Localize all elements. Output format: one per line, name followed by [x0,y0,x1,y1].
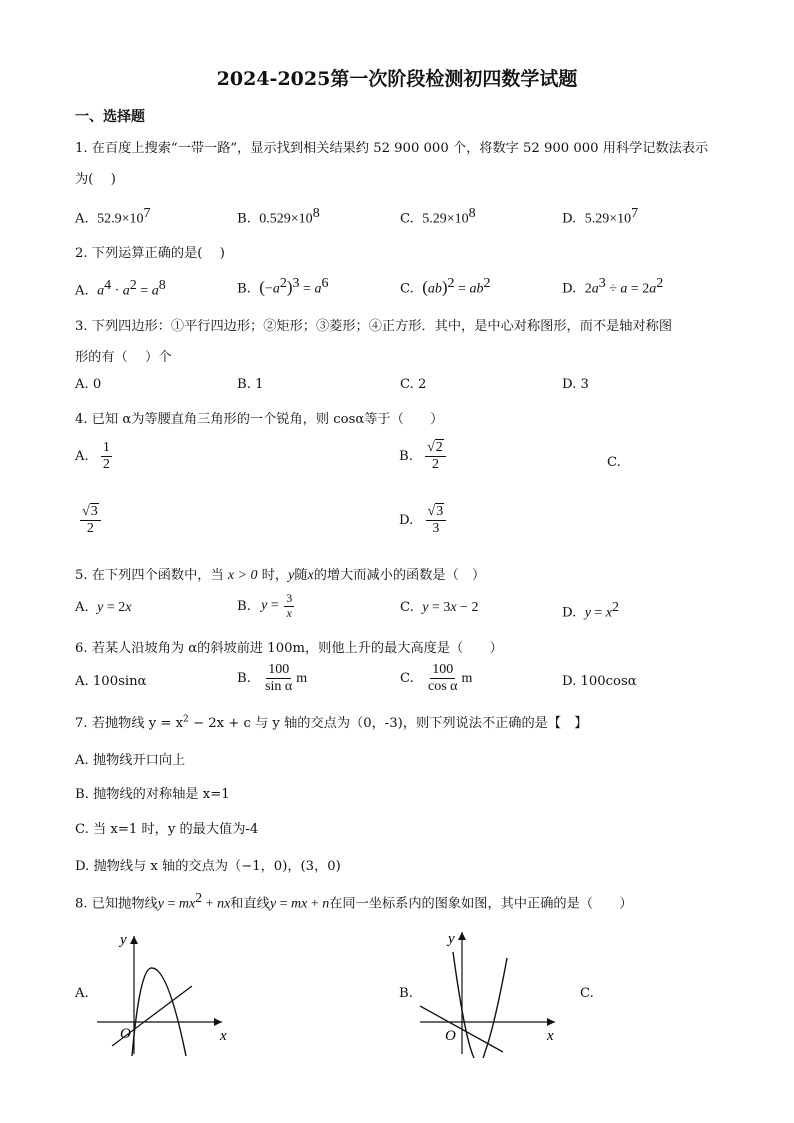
question-3-option-b[interactable]: B. 1 [237,377,264,392]
question-4-stem: 4. 已知 α为等腰直角三角形的一个锐角，则 cosα等于（ ） [75,412,444,427]
question-5-option-a[interactable]: A. y = 2x [75,600,132,615]
parabola [453,952,507,1058]
question-6-option-a[interactable]: A. 100sinα [75,674,147,689]
question-4-option-c-label[interactable]: C. [607,455,621,470]
parabola [132,968,186,1056]
question-7-option-d[interactable]: D. 抛物线与 x 轴的交点为（−1，0)，(3，0) [75,859,341,874]
question-2-option-a[interactable]: A. $a^4 \cdot a^2 = a^8$ [75,278,166,299]
y-axis-arrow [130,936,138,944]
question-2-option-b[interactable]: B. $(-a^2)^3 = a^6$ [237,276,329,297]
y-axis-label: y [448,931,455,947]
question-4-option-a[interactable]: A. $\frac{1}{2}$ [75,440,110,473]
question-1-option-a[interactable]: A. $52.9\times 10^7$ [75,206,151,227]
question-8-option-b-label[interactable]: B. [399,986,413,1001]
x-axis-arrow [214,1018,222,1026]
question-8-graph-a [92,928,242,1058]
question-4-option-d[interactable]: D. $\frac{√3}{3}$ [399,504,448,537]
section-heading: 一、选择题 [75,109,145,125]
question-2-stem: 2. 下列运算正确的是( ) [75,246,225,261]
question-6-option-c[interactable]: C. $\frac{100}{\text{cos α}}$ m [400,662,473,695]
question-5-stem: 5. 在下列四个函数中，当 x > 0 时，y随x的增大而减小的函数是（ ） [75,568,486,583]
y-axis-arrow [458,932,466,940]
question-3-stem-cont: 形的有（ ）个 [75,350,172,365]
question-8-option-a-label[interactable]: A. [75,986,89,1001]
x-axis-label: x [547,1028,554,1044]
question-8-option-c-label[interactable]: C. [580,986,594,1001]
question-7-option-a[interactable]: A. 抛物线开口向上 [75,753,186,768]
line [112,986,192,1046]
question-3-option-d[interactable]: D. 3 [562,377,589,392]
question-6-stem: 6. 若某人沿坡角为 α的斜坡前进 100m，则他上升的最大高度是（ ） [75,641,503,656]
question-3-option-c[interactable]: C. 2 [400,377,427,392]
origin-label: O [120,1026,131,1042]
question-5-option-d[interactable]: D. $y = x^2$ [562,600,620,621]
question-8-graph-b [415,928,565,1058]
page-title: 2024-2025第一次阶段检测初四数学试题 [216,68,578,90]
question-1-stem-cont: 为( ) [75,172,116,187]
question-2-option-d[interactable]: D. $2a^3 \div a = 2a^2$ [562,276,664,297]
question-1-option-d[interactable]: D. $5.29\times 10^7$ [562,206,639,227]
origin-label: O [445,1028,456,1044]
question-1-option-b[interactable]: B. $0.529\times 10^8$ [237,206,320,227]
question-6-option-d[interactable]: D. 100cosα [562,674,637,689]
question-7-option-b[interactable]: B. 抛物线的对称轴是 x=1 [75,787,230,802]
question-3-option-a[interactable]: A. 0 [75,377,102,392]
question-8-stem: 8. 已知抛物线$y = mx^2$ + nx和直线y = mx + n在同一坐标系内的图象如图，其中正确的是（ ） [75,891,633,912]
x-axis-arrow [547,1018,555,1026]
question-4-option-c[interactable]: $\frac{√3}{2}$ [78,504,103,537]
question-3-stem: 3. 下列四边形：①平行四边形；②矩形；③菱形；④正方形．其中，是中心对称图形，而不是轴对称图 [75,319,673,334]
question-2-option-c[interactable]: C. $(ab)^2 = ab^2$ [400,276,491,297]
question-5-option-c[interactable]: C. y = 3x − 2 [400,600,479,615]
question-7-stem: 7. 若抛物线 $y = x^2 - 2x + c$ 与 y 轴的交点为（0，-3)，则下列说法不正确的是【 】 [75,714,588,731]
question-7-option-c[interactable]: C. 当 x=1 时，y 的最大值为-4 [75,822,259,837]
question-1-option-c[interactable]: C. $5.29\times 10^8$ [400,206,476,227]
question-6-option-b[interactable]: B. $\frac{100}{\text{sin α}}$ m [237,662,308,695]
y-axis-label: y [120,932,127,948]
x-axis-label: x [220,1028,227,1044]
question-5-option-b[interactable]: B. y = $\frac{3}{x}$ [237,591,293,620]
question-1-stem: 1. 在百度上搜索“一带一路”，显示找到相关结果约 52 900 000 个，将数字 52 900 000 用科学记数法表示 [75,141,709,156]
question-4-option-b[interactable]: B. $\frac{√2}{2}$ [399,440,448,473]
